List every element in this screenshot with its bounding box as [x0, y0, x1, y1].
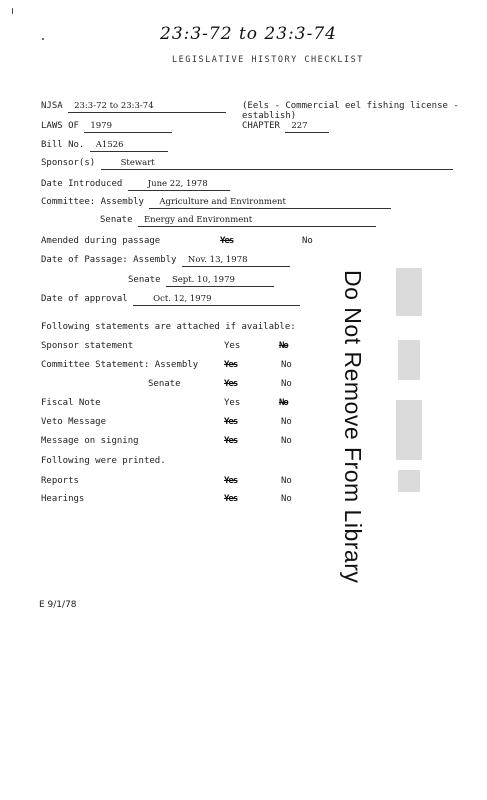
document-title: LEGISLATIVE HISTORY CHECKLIST	[172, 55, 364, 65]
approval-row	[41, 294, 300, 306]
statement-yes-crossed: Yes	[224, 360, 238, 370]
statement-row-label: Committee Statement: Assembly	[41, 360, 199, 370]
passage-senate-value: Sept. 10, 1979	[166, 275, 274, 287]
statement-row-label: Fiscal Note	[41, 398, 101, 408]
initials-date: E 9/1/78	[39, 600, 77, 610]
stamp-smudge	[396, 400, 422, 460]
stamp-smudge	[398, 470, 420, 492]
statement-yes: Yes	[224, 341, 241, 351]
passage-assembly-row	[41, 255, 290, 267]
printed-yes-crossed: Yes	[224, 494, 238, 504]
statement-row-label: Veto Message	[41, 417, 107, 427]
date-introduced-label: Date Introduced	[41, 179, 123, 189]
laws-of-row	[41, 121, 172, 133]
printed-yes-crossed: Yes	[224, 476, 238, 486]
scan-speck	[12, 8, 13, 14]
printed-no: No	[281, 476, 292, 486]
sponsors-label: Sponsor(s)	[41, 158, 96, 168]
amended-yes-crossed: Yes	[220, 236, 234, 246]
bill-no-value: A1526	[90, 140, 168, 152]
committee-senate-value: Energy and Environment	[138, 215, 376, 227]
date-of-approval-label: Date of approval	[41, 294, 128, 304]
njsa-row	[41, 101, 226, 113]
statement-yes: Yes	[224, 398, 241, 408]
committee-senate-row	[100, 215, 376, 227]
passage-senate-label: Senate	[128, 275, 161, 285]
njsa-label: NJSA	[41, 101, 63, 111]
date-introduced-row	[41, 179, 230, 191]
sponsors-value: Stewart	[101, 158, 453, 170]
description-line2: establish)	[242, 111, 297, 121]
amended-label: Amended during passage	[41, 236, 161, 246]
printed-intro: Following were printed.	[41, 456, 166, 466]
printed-row-label: Hearings	[41, 494, 85, 504]
laws-of-label: LAWS OF	[41, 121, 79, 131]
passage-senate-row	[128, 275, 274, 287]
statement-no: No	[281, 360, 292, 370]
statement-no-crossed: No	[279, 398, 288, 408]
statement-yes-crossed: Yes	[224, 379, 238, 389]
statement-no: No	[281, 436, 292, 446]
statements-intro: Following statements are attached if available:	[41, 322, 296, 332]
statement-row-label: Senate	[148, 379, 181, 389]
scan-speck	[42, 38, 44, 40]
statement-no: No	[281, 379, 292, 389]
statement-row-label: Message on signing	[41, 436, 139, 446]
committee-assembly-label: Assembly	[100, 197, 144, 207]
date-introduced-value: June 22, 1978	[128, 179, 230, 191]
stamp-smudge	[398, 340, 420, 380]
statement-no: No	[281, 417, 292, 427]
date-of-passage-label: Date of Passage:	[41, 255, 128, 265]
committee-senate-label: Senate	[100, 215, 133, 225]
amended-no: No	[302, 236, 313, 246]
bill-no-row	[41, 140, 168, 152]
chapter-row	[242, 121, 329, 133]
laws-of-value: 1979	[84, 121, 172, 133]
statement-no-crossed: No	[279, 341, 288, 351]
passage-assembly-value: Nov. 13, 1978	[182, 255, 290, 267]
printed-no: No	[281, 494, 292, 504]
bill-no-label: Bill No.	[41, 140, 85, 150]
chapter-label: CHAPTER	[242, 121, 280, 131]
committee-label: Committee:	[41, 197, 96, 207]
sponsors-row	[41, 158, 453, 170]
passage-assembly-label: Assembly	[133, 255, 177, 265]
stamp-smudge	[396, 268, 422, 316]
statement-yes-crossed: Yes	[224, 417, 238, 427]
chapter-value: 227	[285, 121, 329, 133]
description-line1: (Eels - Commercial eel fishing license -	[242, 101, 459, 111]
statement-row-label: Sponsor statement	[41, 341, 134, 351]
njsa-value: 23:3-72 to 23:3-74	[68, 101, 226, 113]
library-stamp: Do Not Remove From Library	[340, 270, 366, 584]
date-of-approval-value: Oct. 12, 1979	[133, 294, 300, 306]
handwritten-title: 23:3-72 to 23:3-74	[160, 24, 337, 44]
committee-assembly-row	[41, 197, 391, 209]
printed-row-label: Reports	[41, 476, 79, 486]
committee-assembly-value: Agriculture and Environment	[149, 197, 391, 209]
statement-yes-crossed: Yes	[224, 436, 238, 446]
